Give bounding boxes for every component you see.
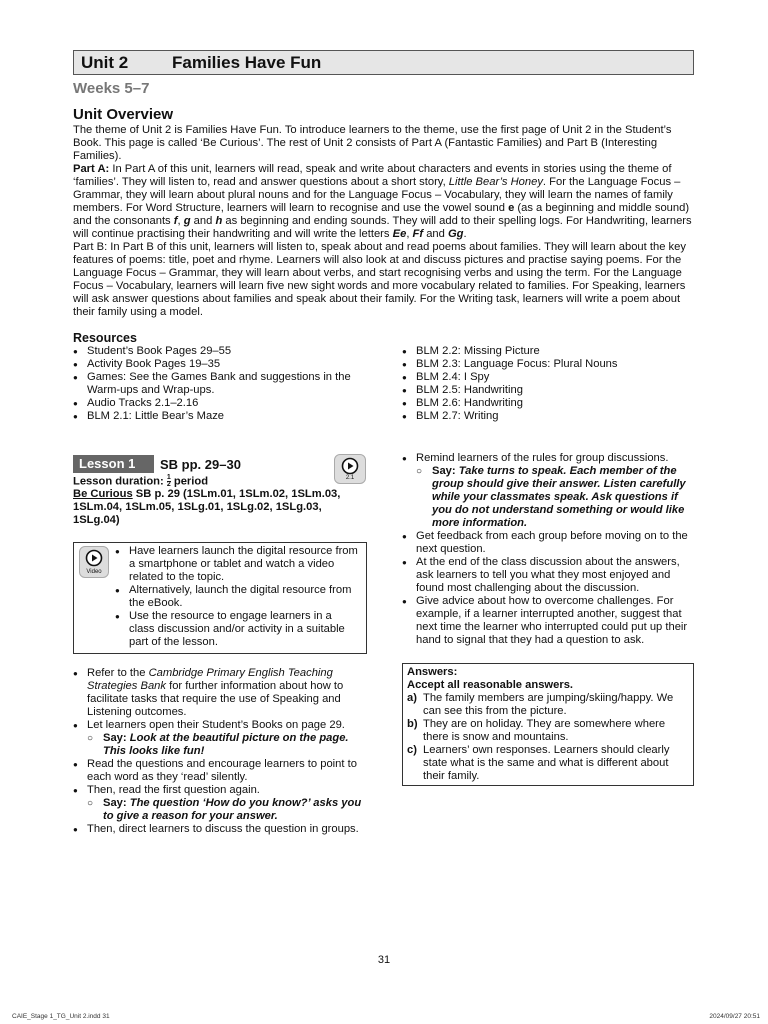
duration-fraction: $\frac{1}{2}$ (166, 474, 171, 488)
list-item: ● At the end of the class discussion about the answers, ask learners to tell you what they most enjoyed and found most challenging about the discussion. (402, 556, 697, 595)
resources-heading: Resources (73, 331, 137, 345)
lesson-steps-left (73, 667, 368, 836)
lesson-info (73, 475, 363, 527)
list-item: ● Give advice about how to overcome challenges. For example, if a learner interrupted another, suggest that next time the learner who interrupted could put up their hand to signal that they had a question to ask. (402, 595, 697, 647)
list-item: ● Then, direct learners to discuss the question in groups. (73, 823, 368, 836)
audio-track-number: 2.1 (345, 475, 355, 481)
list-item: ● Student’s Book Pages 29–55 (73, 345, 373, 358)
be-curious-line: Be Curious SB p. 29 (1SLm.01, 1SLm.02, 1SLm.03, 1SLm.04, 1SLm.05, 1SLg.01, 1SLg.02, 1SLg.03, 1SLg.04) (73, 488, 341, 527)
play-audio-icon (340, 457, 360, 475)
list-item: ● Use the resource to engage learners in a class discussion and/or activity in a suitable part of the lesson. (115, 610, 360, 649)
list-item: ● BLM 2.3: Language Focus: Plural Nouns (402, 358, 702, 371)
list-item: ● Audio Tracks 2.1–2.16 (73, 397, 373, 410)
answer-item: b) They are on holiday. They are somewhere where there is snow and mountains. (407, 718, 666, 743)
list-item: ● BLM 2.1: Little Bear’s Maze (73, 410, 373, 423)
list-item: ● BLM 2.4: I Spy (402, 371, 702, 384)
say-prompt: ○ Say: The question ‘How do you know?’ asks you to give a reason for your answer. (87, 797, 368, 823)
weeks-subtitle: Weeks 5–7 (73, 80, 150, 97)
resources-list-right (402, 345, 702, 423)
lesson-pages: SB pp. 29–30 (160, 457, 241, 472)
overview-heading: Unit Overview (73, 106, 174, 123)
footer-file-slug: CAIE_Stage 1_TG_Unit 2.indd 31 (12, 1013, 110, 1020)
list-item: ● Then, read the first question again. ○ Say: The question ‘How do you know?’ asks you to give a reason for your answer. (73, 784, 368, 823)
unit-number: Unit 2 (81, 53, 129, 72)
resources-list-left (73, 345, 373, 423)
list-item: ● Remind learners of the rules for group discussions. ○ Say: Take turns to speak. Each member of the group should give their answer. Listen carefully while your classmates speak. Ask questions if you do not understand something or would like more information. (402, 452, 697, 530)
unit-title: Families Have Fun (172, 53, 322, 72)
answer-item: a) The family members are jumping/skiing/happy. We can see this from the picture. (407, 692, 674, 717)
answer-item: c) Learners’ own responses. Learners should clearly state what is the same and what is different about their family. (407, 744, 670, 782)
footer-timestamp: 2024/09/27 20:51 (709, 1013, 760, 1020)
list-item: ● Alternatively, launch the digital resource from the eBook. (115, 584, 360, 610)
unit-header-bar (73, 50, 694, 75)
video-label: Video (86, 569, 102, 575)
list-item: ● BLM 2.6: Handwriting (402, 397, 702, 410)
list-item: ● Let learners open their Student’s Books on page 29. ○ Say: Look at the beautiful picture on the page. This looks like fun! (73, 719, 368, 758)
overview-part-a: Part A: In Part A of this unit, learners will read, speak and write about characters and events in stories using the theme of ‘families’. They will listen to, read and answer questions about a short story, Little Bear’s Honey. For the Language Focus – Grammar, they will learn about plural nouns and for the Language Focus – Vocabulary, they will learn the names of family members. For Word Structure, learners will learn to recognise and use the vowel sound e (as a beginning and middle sound) and the consonants f, g and h as beginning and ending sounds. They will add to their spelling logs. For Handwriting, learners will continue practising their handwriting and will write the letters Ee, Ff and Gg. (73, 163, 692, 240)
play-video-icon (84, 549, 104, 567)
overview-part-b: Part B: In Part B of this unit, learners will listen to, speak about and read poems about families. They will learn about the key features of poems: title, poet and rhyme. Learners will also look at and discuss pictures and practise saying poems. For the Language Focus – Grammar, they will learn about verbs, and start recognising verbs and using the term. For the Language Focus – Vocabulary, learners will learn five new sight words and more vocabulary related to families. For Speaking, learners will ask answer questions about families and speak about their family. For the Writing task, learners will write a poem about their family using a model. (73, 241, 686, 318)
overview-intro: The theme of Unit 2 is Families Have Fun. To introduce learners to the theme, use the first page of Unit 2 in the Student’s Book. This page is called ‘Be Curious’. The rest of Unit 2 consists of Part A (Fantastic Families) and Part B (Interesting Families). (73, 124, 672, 162)
answers-heading: Answers: (407, 666, 458, 678)
list-item: ● Activity Book Pages 19–35 (73, 358, 373, 371)
list-item: ● Have learners launch the digital resource from a smartphone or tablet and watch a video related to the topic. (115, 545, 360, 584)
answers-accept: Accept all reasonable answers. (407, 679, 574, 691)
say-prompt: ○ Say: Look at the beautiful picture on the page. This looks like fun! (87, 732, 368, 758)
page-number: 31 (377, 954, 391, 966)
list-item: ● BLM 2.7: Writing (402, 410, 702, 423)
list-item: ● Read the questions and encourage learners to point to each word as they ‘read’ silently. (73, 758, 368, 784)
list-item: ● BLM 2.2: Missing Picture (402, 345, 702, 358)
list-item: ● Refer to the Cambridge Primary English Teaching Strategies Bank for further information about how to facilitate tasks that require the use of Speaking and Listening outcomes. (73, 667, 368, 719)
list-item: ● BLM 2.5: Handwriting (402, 384, 702, 397)
say-prompt: ○ Say: Take turns to speak. Each member of the group should give their answer. Listen carefully while your classmates speak. Ask questions if you do not understand something or would like more information. (416, 465, 697, 530)
lesson-duration: Lesson duration: $\frac{1}{2}$ period (73, 474, 209, 488)
overview-text (73, 124, 698, 319)
list-item: ● Games: See the Games Bank and suggestions in the Warm-ups and Wrap-ups. (73, 371, 373, 397)
list-item: ● Get feedback from each group before moving on to the next question. (402, 530, 697, 556)
lesson-steps-right (402, 452, 697, 647)
lesson-tag: Lesson 1 (73, 455, 154, 473)
video-instructions (115, 545, 360, 649)
video-badge[interactable] (79, 546, 109, 578)
answers-box (402, 663, 694, 786)
